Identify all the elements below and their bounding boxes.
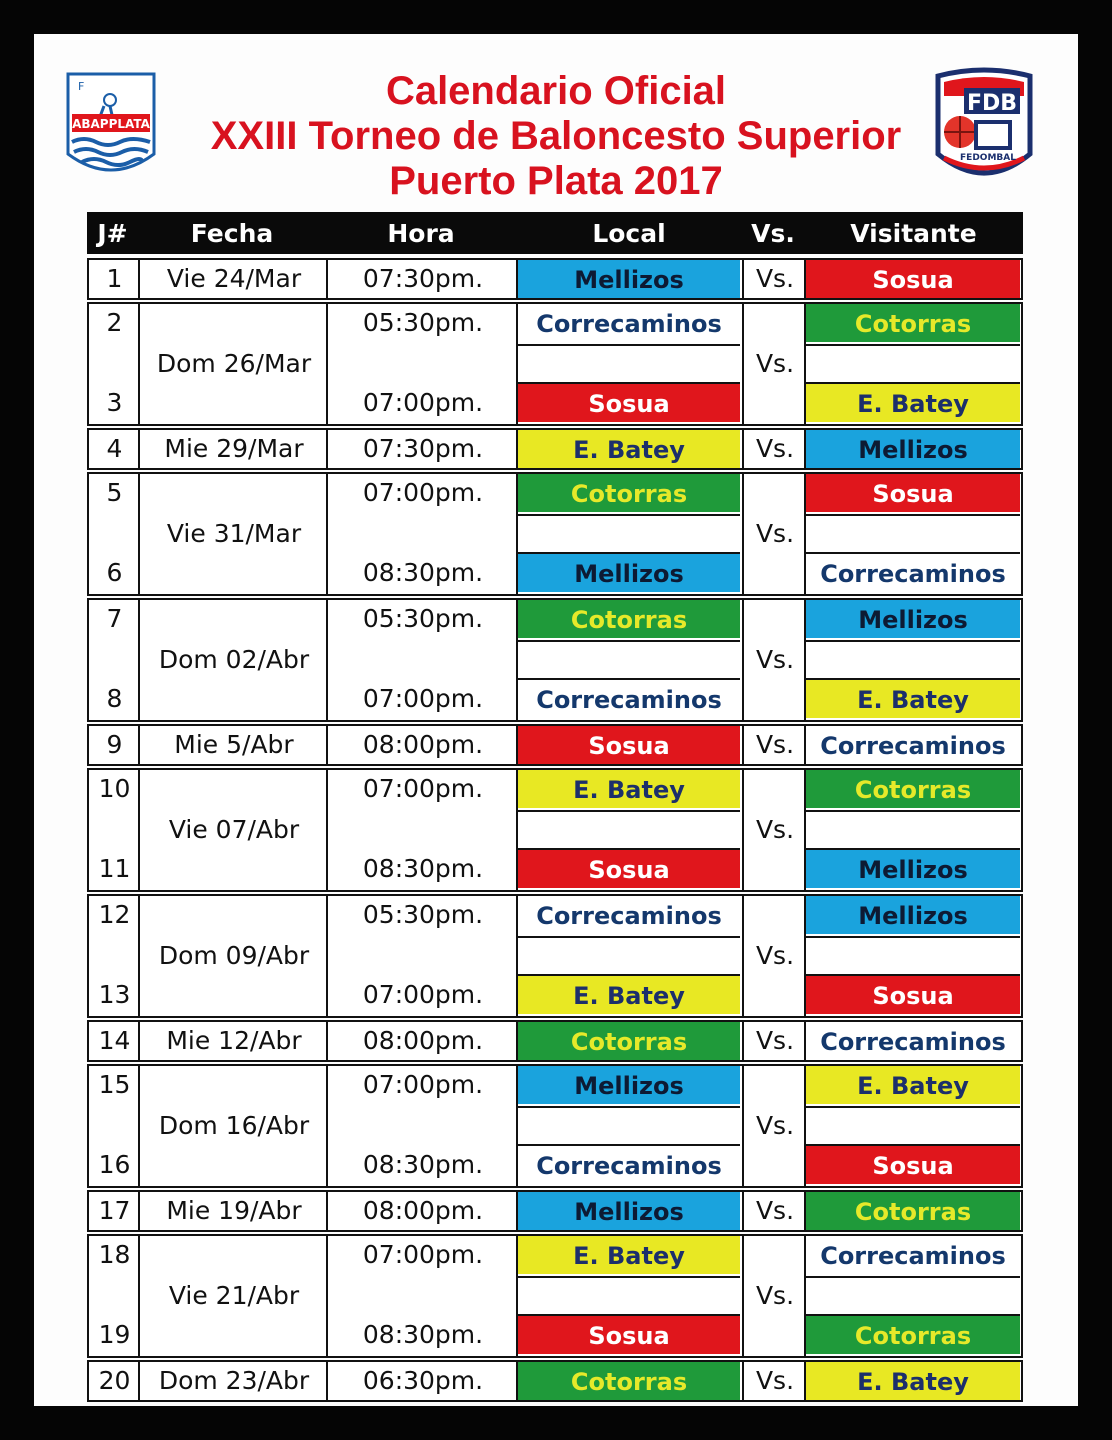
game-time: 07:00pm.	[362, 1070, 484, 1099]
match-day-group	[87, 598, 1023, 722]
vs-label: Vs.	[755, 1281, 795, 1310]
game-number: 14	[98, 1026, 131, 1055]
local-team: Sosua	[518, 384, 740, 422]
game-number: 3	[106, 388, 123, 417]
local-team: Correcaminos	[518, 1146, 740, 1184]
game-time: 07:00pm.	[362, 774, 484, 803]
game-number: 2	[106, 308, 123, 337]
game-time: 08:00pm.	[362, 1026, 484, 1055]
vs-label: Vs.	[755, 1111, 795, 1140]
match-day-group	[87, 428, 1023, 470]
spacer-bar	[518, 344, 740, 384]
vs-label: Vs.	[755, 434, 795, 463]
header-date: Fecha	[138, 212, 326, 254]
header-time: Hora	[326, 212, 516, 254]
match-day-group	[87, 472, 1023, 596]
spacer-bar	[806, 1276, 1020, 1316]
game-number: 7	[106, 604, 123, 633]
match-day-group	[87, 258, 1023, 300]
vs-label: Vs.	[755, 1196, 795, 1225]
local-team: E. Batey	[518, 770, 740, 808]
spacer-bar	[518, 1106, 740, 1146]
match-day-group	[87, 768, 1023, 892]
spacer-bar	[518, 936, 740, 976]
header-local: Local	[516, 212, 742, 254]
game-number: 12	[98, 900, 131, 929]
game-time: 07:00pm.	[362, 684, 484, 713]
visitor-team: Sosua	[806, 474, 1020, 512]
game-number: 19	[98, 1320, 131, 1349]
game-number: 11	[98, 854, 131, 883]
local-team: Cotorras	[518, 600, 740, 638]
local-team: Correcaminos	[518, 304, 740, 342]
match-date: Mie 5/Abr	[174, 730, 294, 759]
game-time: 05:30pm.	[362, 308, 484, 337]
local-team: Sosua	[518, 1316, 740, 1354]
local-team: E. Batey	[518, 1236, 740, 1274]
visitor-team: Mellizos	[806, 600, 1020, 638]
spacer-bar	[518, 810, 740, 850]
visitor-team: Sosua	[806, 1146, 1020, 1184]
visitor-team: Correcaminos	[806, 726, 1020, 764]
game-number: 20	[98, 1366, 131, 1395]
match-date: Vie 24/Mar	[166, 264, 302, 293]
vs-label: Vs.	[755, 349, 795, 378]
game-time: 06:30pm.	[362, 1366, 484, 1395]
game-time: 07:30pm.	[362, 434, 484, 463]
local-team: Mellizos	[518, 1066, 740, 1104]
visitor-team: Cotorras	[806, 770, 1020, 808]
match-date: Mie 12/Abr	[166, 1026, 302, 1055]
title-line-3: Puerto Plata 2017	[389, 159, 723, 203]
match-date: Vie 31/Mar	[166, 519, 302, 548]
local-team: E. Batey	[518, 976, 740, 1014]
match-date: Dom 23/Abr	[158, 1366, 310, 1395]
visitor-team: Mellizos	[806, 430, 1020, 468]
vs-label: Vs.	[755, 730, 795, 759]
match-date: Mie 19/Abr	[166, 1196, 302, 1225]
visitor-team: E. Batey	[806, 680, 1020, 718]
local-team: Sosua	[518, 726, 740, 764]
local-team: E. Batey	[518, 430, 740, 468]
abapplata-logo-text: ABAPPLATA	[72, 117, 150, 131]
game-time: 08:00pm.	[362, 730, 484, 759]
local-team: Mellizos	[518, 260, 740, 298]
visitor-team: E. Batey	[806, 1362, 1020, 1400]
visitor-team: Correcaminos	[806, 1022, 1020, 1060]
spacer-bar	[806, 344, 1020, 384]
visitor-team: Sosua	[806, 976, 1020, 1014]
spacer-bar	[518, 640, 740, 680]
visitor-team: E. Batey	[806, 1066, 1020, 1104]
header-vs: Vs.	[742, 212, 804, 254]
visitor-team: Mellizos	[806, 896, 1020, 934]
game-number: 13	[98, 980, 131, 1009]
visitor-team: Correcaminos	[806, 554, 1020, 592]
match-date: Dom 26/Mar	[156, 349, 312, 378]
match-day-group	[87, 1064, 1023, 1188]
spacer-bar	[518, 1276, 740, 1316]
match-day-group	[87, 302, 1023, 426]
visitor-team: Mellizos	[806, 850, 1020, 888]
spacer-bar	[518, 514, 740, 554]
match-date: Mie 29/Mar	[164, 434, 304, 463]
vs-label: Vs.	[755, 645, 795, 674]
game-time: 07:30pm.	[362, 264, 484, 293]
game-number: 5	[106, 478, 123, 507]
game-time: 08:30pm.	[362, 854, 484, 883]
game-number: 8	[106, 684, 123, 713]
match-day-group	[87, 894, 1023, 1018]
header-visitor: Visitante	[804, 212, 1023, 254]
game-time: 07:00pm.	[362, 478, 484, 507]
title-line-1: Calendario Oficial	[385, 69, 727, 113]
vs-label: Vs.	[755, 941, 795, 970]
vs-label: Vs.	[755, 1026, 795, 1055]
local-team: Correcaminos	[518, 680, 740, 718]
game-number: 1	[106, 264, 123, 293]
match-day-group	[87, 1360, 1023, 1402]
visitor-team: Cotorras	[806, 304, 1020, 342]
game-number: 18	[98, 1240, 131, 1269]
fdb-logo-text: FDB	[966, 91, 1018, 116]
spacer-bar	[806, 1106, 1020, 1146]
local-team: Cotorras	[518, 1022, 740, 1060]
local-team: Mellizos	[518, 554, 740, 592]
game-time: 07:00pm.	[362, 388, 484, 417]
vs-label: Vs.	[755, 264, 795, 293]
header-num: J#	[87, 212, 138, 254]
game-time: 08:30pm.	[362, 1150, 484, 1179]
spacer-bar	[806, 936, 1020, 976]
svg-text:F: F	[78, 80, 85, 93]
visitor-team: Cotorras	[806, 1192, 1020, 1230]
match-date: Dom 09/Abr	[158, 941, 310, 970]
game-time: 08:30pm.	[362, 1320, 484, 1349]
game-number: 16	[98, 1150, 131, 1179]
spacer-bar	[806, 640, 1020, 680]
game-time: 08:00pm.	[362, 1196, 484, 1225]
visitor-team: Correcaminos	[806, 1236, 1020, 1274]
game-number: 4	[106, 434, 123, 463]
game-time: 07:00pm.	[362, 980, 484, 1009]
game-time: 08:30pm.	[362, 558, 484, 587]
match-day-group	[87, 1020, 1023, 1062]
match-date: Dom 16/Abr	[158, 1111, 310, 1140]
spacer-bar	[806, 514, 1020, 554]
vs-label: Vs.	[755, 519, 795, 548]
match-date: Dom 02/Abr	[158, 645, 310, 674]
local-team: Mellizos	[518, 1192, 740, 1230]
vs-label: Vs.	[755, 815, 795, 844]
spacer-bar	[806, 810, 1020, 850]
game-number: 10	[98, 774, 131, 803]
local-team: Sosua	[518, 850, 740, 888]
match-day-group	[87, 1234, 1023, 1358]
game-number: 6	[106, 558, 123, 587]
schedule-table	[87, 212, 1025, 1396]
game-time: 05:30pm.	[362, 604, 484, 633]
local-team: Correcaminos	[518, 896, 740, 934]
match-date: Vie 07/Abr	[168, 815, 300, 844]
fedombal-logo-text: FEDOMBAL	[960, 153, 1016, 163]
game-time: 05:30pm.	[362, 900, 484, 929]
visitor-team: Sosua	[806, 260, 1020, 298]
match-day-group	[87, 1190, 1023, 1232]
game-number: 15	[98, 1070, 131, 1099]
local-team: Cotorras	[518, 474, 740, 512]
game-number: 9	[106, 730, 123, 759]
title-line-2: XXIII Torneo de Baloncesto Superior	[210, 114, 902, 158]
game-time: 07:00pm.	[362, 1240, 484, 1269]
local-team: Cotorras	[518, 1362, 740, 1400]
match-day-group	[87, 724, 1023, 766]
visitor-team: Cotorras	[806, 1316, 1020, 1354]
vs-label: Vs.	[755, 1366, 795, 1395]
game-number: 17	[98, 1196, 131, 1225]
match-date: Vie 21/Abr	[168, 1281, 300, 1310]
visitor-team: E. Batey	[806, 384, 1020, 422]
